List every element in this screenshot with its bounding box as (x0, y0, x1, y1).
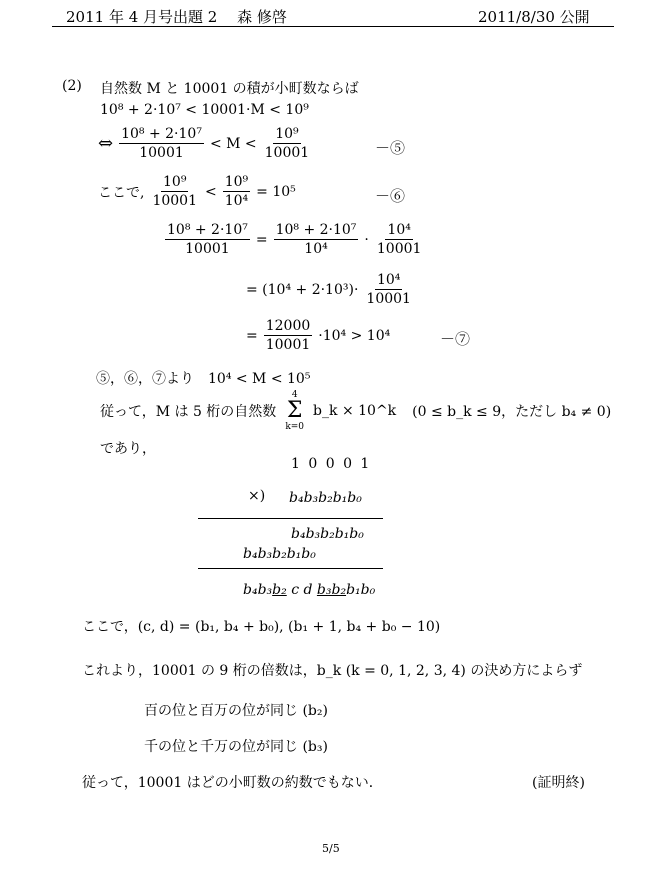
sum-condition: (0 ≤ b_k ≤ 9，ただし b₄ ≠ 0) (412, 404, 612, 420)
mult-result (243, 582, 375, 598)
fraction (119, 126, 204, 161)
mult-partial-row-2: b₄b₃b₂b₁b₀ (243, 546, 316, 562)
mult-times-sign: ×) (248, 488, 266, 504)
denominator: 10001 (185, 241, 230, 257)
equals-sign: = (246, 327, 258, 344)
header-right: 2011/8/30 公開 (478, 8, 590, 26)
mult-top-number: 1 0 0 0 1 (291, 456, 372, 472)
denominator: 10001 (265, 337, 311, 353)
numerator: 12000 (265, 318, 311, 334)
same-digit-2: 千の位と千万の位が同じ (b₃) (144, 739, 328, 755)
result-underlined-digits: b₃b₂ (316, 582, 347, 598)
same-digit-1: 百の位と百万の位が同じ (b₂) (144, 703, 328, 719)
numerator: 10⁹ (275, 126, 299, 142)
mult-rule-2 (198, 568, 383, 569)
equation-7a (165, 222, 423, 257)
result-digits-tail: b₁b₀ (346, 582, 376, 598)
equation-6 (98, 174, 296, 209)
fraction (264, 318, 313, 353)
mult-second-number: b₄b₃b₂b₁b₀ (289, 490, 362, 506)
inequality-middle: < M < (209, 135, 257, 152)
fraction (364, 272, 413, 307)
equation-marker-5: －⑤ (375, 139, 406, 157)
fraction (165, 222, 250, 257)
equation-7b-lead: = (10⁴ + 2·10³)· (246, 281, 359, 298)
mult-partial-row-1: b₄b₃b₂b₁b₀ (291, 526, 364, 542)
equation-6-lead: ここで, (98, 184, 145, 201)
equation-6-tail: = 10⁵ (256, 183, 296, 200)
fraction (375, 222, 424, 257)
conclusion-range: ⑤，⑥，⑦より 10⁴ < M < 10⁵ (96, 371, 311, 387)
fraction (223, 174, 250, 209)
header-left: 2011 年 4 月号出題 2 森 修啓 (66, 8, 287, 26)
sum-lower-limit: k=0 (285, 422, 305, 432)
denominator: 10001 (376, 241, 422, 257)
equals-sign: = (255, 231, 268, 248)
fraction (150, 174, 199, 209)
numerator: 10⁴ (387, 222, 411, 238)
sigma-symbol: Σ (286, 398, 303, 423)
numerator: 10⁸ + 2·10⁷ (167, 222, 248, 238)
five-digit-statement (100, 390, 611, 432)
header-rule (52, 26, 614, 27)
equation-7c (246, 318, 390, 353)
qed-mark: (証明終) (532, 775, 585, 791)
equation-marker-7: －⑦ (440, 330, 471, 348)
numerator: 10⁴ (376, 272, 401, 288)
denominator: 10001 (366, 291, 411, 307)
equation-7b (246, 272, 413, 307)
dot: · (364, 231, 369, 248)
numerator: 10⁹ (163, 174, 187, 190)
numerator: 10⁸ + 2·10⁷ (275, 222, 357, 238)
numerator: 10⁹ (224, 174, 249, 190)
cd-definition: ここで，(c, d) = (b₁, b₄ + b₀), (b₁ + 1, b₄ + b₀ − 10) (82, 619, 441, 635)
denominator: 10001 (264, 145, 310, 161)
multiple-statement: これより，10001 の 9 桁の倍数は，b_k (k = 0, 1, 2, 3, 4) の決め方によらず (82, 663, 583, 679)
dearu-text: であり， (100, 441, 156, 457)
page-number: 5/5 (322, 842, 340, 855)
result-underlined-digit: b₂ (272, 582, 287, 598)
result-cd: c d (291, 582, 313, 598)
final-statement: 従って，10001 はどの小町数の約数でもない． (82, 775, 383, 791)
denominator: 10⁴ (224, 193, 249, 209)
denominator: 10⁴ (304, 241, 328, 257)
problem-label: (2) (62, 78, 82, 94)
less-than: < (205, 183, 217, 200)
denominator: 10001 (139, 145, 184, 161)
summation (285, 390, 304, 432)
result-digits: b₄b₃ (243, 582, 273, 598)
mult-rule-1 (198, 518, 383, 519)
equation-marker-6: －⑥ (375, 187, 406, 205)
sum-term: b_k × 10^k (313, 403, 397, 419)
sum-upper-limit: 4 (291, 390, 298, 400)
inequality-1: 10⁸ + 2·10⁷ < 10001·M < 10⁹ (100, 102, 309, 118)
equation-7c-tail: ·10⁴ > 10⁴ (318, 327, 391, 344)
equivalence-arrow: ⇔ (98, 133, 114, 154)
denominator: 10001 (152, 193, 197, 209)
numerator: 10⁸ + 2·10⁷ (121, 126, 202, 142)
fraction (263, 126, 312, 161)
equation-5 (98, 126, 311, 161)
five-digit-lead: 従って，M は 5 桁の自然数 (100, 404, 277, 420)
fraction (274, 222, 359, 257)
problem-intro: 自然数 M と 10001 の積が小町数ならば (100, 81, 359, 97)
